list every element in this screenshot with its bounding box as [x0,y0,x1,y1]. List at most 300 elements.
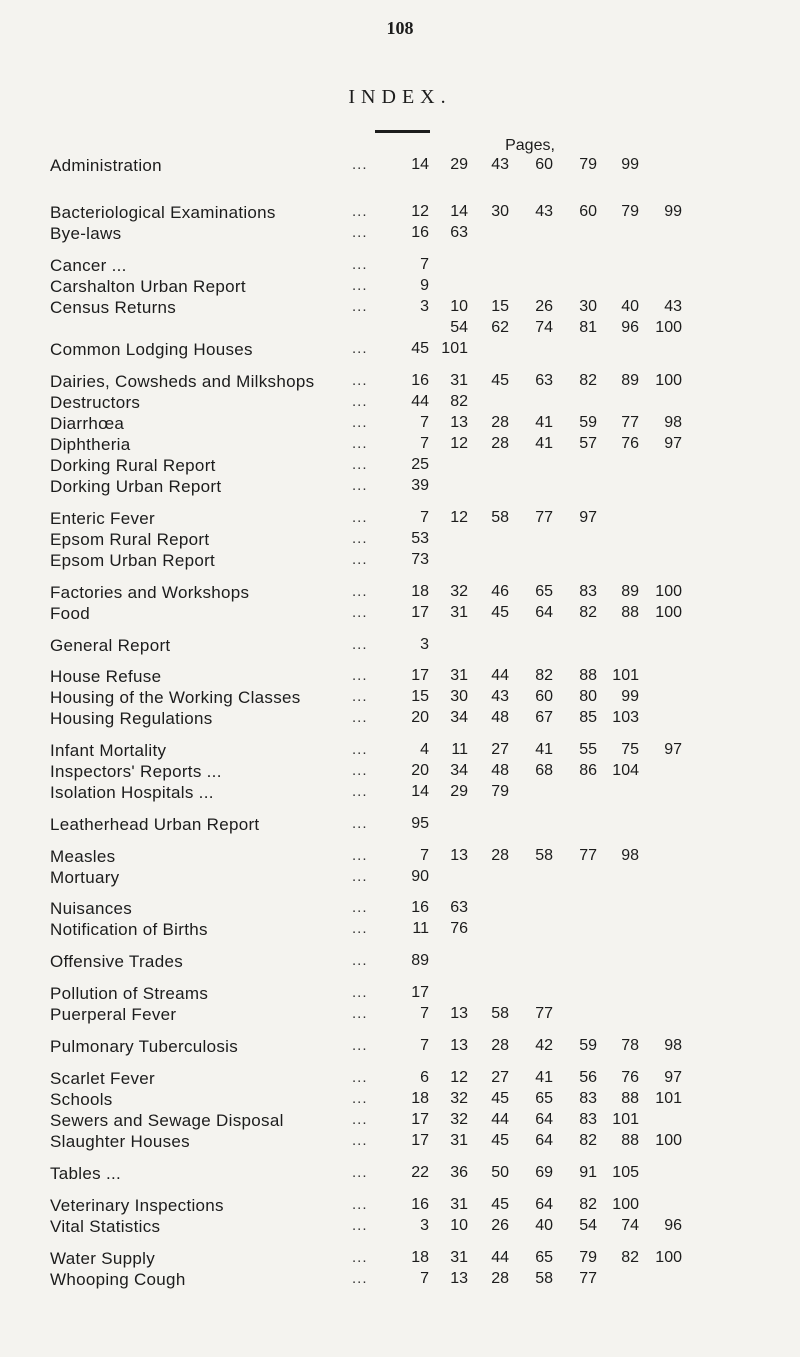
page-reference: 54 [579,1217,597,1234]
page-reference: 12 [450,435,468,452]
page-reference: 29 [450,156,468,173]
dot-leader: ... [352,952,368,969]
dot-leader: ... [352,1111,368,1128]
page-reference: 27 [491,741,509,758]
dot-leader: ... [352,477,368,494]
index-term: Bacteriological Examinations [50,203,276,222]
page-reference: 101 [441,340,468,357]
page-reference: 64 [535,604,553,621]
page-reference: 39 [411,477,429,494]
page-reference: 55 [579,741,597,758]
index-term: Diarrhœa [50,414,125,433]
page-reference: 43 [664,298,682,315]
page-reference: 88 [621,604,639,621]
page-reference: 17 [411,667,429,684]
page-reference: 54 [450,319,468,336]
index-entry [0,984,800,1006]
page-reference: 99 [664,203,682,220]
page-reference: 13 [450,847,468,864]
page-title: INDEX. [348,86,452,108]
index-entry [0,256,800,278]
dot-leader: ... [352,604,368,621]
page-reference: 11 [451,741,468,758]
dot-leader: ... [352,984,368,1001]
page-reference: 28 [491,1270,509,1287]
index-term: Mortuary [50,868,120,887]
index-term: Dorking Urban Report [50,477,222,496]
index-entry [0,667,800,689]
page-reference: 43 [535,203,553,220]
page-reference: 89 [621,583,639,600]
page-reference: 32 [450,583,468,600]
page-reference: 53 [411,530,429,547]
page-reference: 45 [491,1132,509,1149]
page-reference: 7 [420,847,429,864]
index-entry [0,530,800,552]
page-reference: 101 [612,1111,639,1128]
page-reference: 64 [535,1111,553,1128]
page-reference: 22 [411,1164,429,1181]
dot-leader: ... [352,372,368,389]
page-number: 108 [386,18,414,38]
index-term: House Refuse [50,667,162,686]
page-reference: 77 [579,1270,597,1287]
page-reference: 88 [621,1132,639,1149]
page-reference: 82 [621,1249,639,1266]
page-reference: 3 [420,636,429,653]
index-entry [0,1249,800,1271]
page-reference: 81 [579,319,597,336]
page-reference: 32 [450,1090,468,1107]
page-reference: 11 [412,920,429,937]
page-reference: 48 [491,709,509,726]
index-entry [0,636,800,658]
page-reference: 77 [579,847,597,864]
page-reference: 79 [579,156,597,173]
page-reference: 41 [535,435,553,452]
index-term: Measles [50,847,116,866]
page-reference: 16 [411,372,429,389]
page-reference: 100 [612,1196,639,1213]
page-reference: 31 [450,667,468,684]
dot-leader: ... [352,435,368,452]
dot-leader: ... [352,783,368,800]
page-reference: 99 [621,688,639,705]
dot-leader: ... [352,1217,368,1234]
index-term: Administration [50,156,162,175]
page-reference: 20 [411,762,429,779]
page-reference: 89 [411,952,429,969]
page-reference: 44 [491,667,509,684]
page-reference: 28 [491,847,509,864]
index-entry [0,156,800,178]
page-reference: 63 [450,224,468,241]
page-reference: 97 [664,741,682,758]
page-reference: 17 [411,984,429,1001]
dot-leader: ... [352,1037,368,1054]
page-reference: 17 [411,1111,429,1128]
page-reference: 32 [450,1111,468,1128]
index-term: Sewers and Sewage Disposal [50,1111,284,1130]
dot-leader: ... [352,868,368,885]
page-reference: 13 [450,1037,468,1054]
page-reference: 76 [621,1069,639,1086]
dot-leader: ... [352,1069,368,1086]
page-reference: 65 [535,1090,553,1107]
page-reference: 14 [411,156,429,173]
dot-leader: ... [352,709,368,726]
index-term: Housing of the Working Classes [50,688,301,707]
index-entry [0,277,800,299]
index-term: Infant Mortality [50,741,167,760]
index-term: Common Lodging Houses [50,340,253,359]
page-reference: 60 [579,203,597,220]
page-reference: 14 [411,783,429,800]
index-entry [0,899,800,921]
page-reference: 45 [411,340,429,357]
page-reference: 34 [450,709,468,726]
page-reference: 65 [535,1249,553,1266]
dot-leader: ... [352,203,368,220]
page-reference: 16 [411,1196,429,1213]
page-reference: 36 [450,1164,468,1181]
page-reference: 12 [411,203,429,220]
index-entry [0,1111,800,1133]
index-entry [0,1005,800,1027]
index-entry [0,583,800,605]
page-reference: 14 [450,203,468,220]
page-reference: 82 [535,667,553,684]
page-reference: 75 [621,741,639,758]
dot-leader: ... [352,741,368,758]
page-reference: 83 [579,583,597,600]
index-entry [0,1164,800,1186]
page-reference: 64 [535,1196,553,1213]
index-term: Destructors [50,393,141,412]
page-reference: 58 [491,1005,509,1022]
index-term: Veterinary Inspections [50,1196,224,1215]
pages-column-header: Pages, [505,137,555,154]
index-entry [0,340,800,362]
dot-leader: ... [352,1005,368,1022]
index-entry [0,477,800,499]
page-reference: 45 [491,372,509,389]
page-reference: 69 [535,1164,553,1181]
page-reference: 13 [450,1005,468,1022]
page-reference: 79 [491,783,509,800]
page-reference: 31 [450,1132,468,1149]
index-term: Food [50,604,90,623]
page-reference: 48 [491,762,509,779]
index-term: Housing Regulations [50,709,213,728]
page-reference: 7 [420,509,429,526]
page-reference: 101 [655,1090,682,1107]
index-entry [0,920,800,942]
page-reference: 28 [491,414,509,431]
dot-leader: ... [352,156,368,173]
page-reference: 13 [450,1270,468,1287]
index-term: Diphtheria [50,435,131,454]
index-term: Enteric Fever [50,509,155,528]
page-reference: 31 [450,604,468,621]
page-reference: 43 [491,688,509,705]
page-reference: 82 [579,372,597,389]
page-reference: 6 [420,1069,429,1086]
dot-leader: ... [352,530,368,547]
dot-leader: ... [352,224,368,241]
index-term: Tables ... [50,1164,122,1183]
page-reference: 76 [450,920,468,937]
dot-leader: ... [352,636,368,653]
index-entry [0,319,800,341]
page-reference: 60 [535,688,553,705]
dot-leader: ... [352,509,368,526]
dot-leader: ... [352,1270,368,1287]
page-reference: 58 [491,509,509,526]
page-reference: 59 [579,1037,597,1054]
page-reference: 76 [621,435,639,452]
index-entry [0,224,800,246]
page-reference: 83 [579,1111,597,1128]
page-reference: 42 [535,1037,553,1054]
page-reference: 46 [491,583,509,600]
page-reference: 20 [411,709,429,726]
dot-leader: ... [352,277,368,294]
page-reference: 85 [579,709,597,726]
index-entry [0,604,800,626]
page-reference: 41 [535,741,553,758]
page-reference: 82 [450,393,468,410]
dot-leader: ... [352,256,368,273]
page-reference: 98 [664,414,682,431]
page-reference: 28 [491,1037,509,1054]
page-reference: 43 [491,156,509,173]
page-reference: 41 [535,414,553,431]
page-reference: 26 [491,1217,509,1234]
dot-leader: ... [352,298,368,315]
page-reference: 7 [420,1005,429,1022]
page-reference: 45 [491,1196,509,1213]
page-reference: 99 [621,156,639,173]
page-reference: 50 [491,1164,509,1181]
page-reference: 97 [579,509,597,526]
dot-leader: ... [352,899,368,916]
page-reference: 63 [535,372,553,389]
page-reference: 79 [621,203,639,220]
page-reference: 31 [450,1196,468,1213]
index-term: Nuisances [50,899,133,918]
index-entry [0,1196,800,1218]
index-entry [0,952,800,974]
index-entry [0,372,800,394]
page-reference: 65 [535,583,553,600]
index-entry [0,203,800,225]
index-term: Dorking Rural Report [50,456,216,475]
page-reference: 31 [450,1249,468,1266]
index-term: Whooping Cough [50,1270,186,1289]
index-entry [0,815,800,837]
page-reference: 29 [450,783,468,800]
page-reference: 58 [535,847,553,864]
page-reference: 80 [579,688,597,705]
page-reference: 17 [411,604,429,621]
page-reference: 12 [450,509,468,526]
page-reference: 77 [621,414,639,431]
dot-leader: ... [352,583,368,600]
page-reference: 44 [491,1249,509,1266]
page-reference: 101 [612,667,639,684]
dot-leader: ... [352,1090,368,1107]
page-reference: 97 [664,1069,682,1086]
index-entry [0,1132,800,1154]
page-reference: 100 [655,604,682,621]
page-reference: 82 [579,604,597,621]
page-reference: 12 [450,1069,468,1086]
page-reference: 26 [535,298,553,315]
index-term: Carshalton Urban Report [50,277,246,296]
page-reference: 10 [450,298,468,315]
index-term: Leatherhead Urban Report [50,815,260,834]
page-reference: 7 [420,435,429,452]
index-term: Epsom Urban Report [50,551,216,570]
index-entry [0,709,800,731]
page-reference: 4 [420,741,429,758]
index-term: Epsom Rural Report [50,530,210,549]
dot-leader: ... [352,847,368,864]
index-term: Bye-laws [50,224,122,243]
page-reference: 103 [612,709,639,726]
dot-leader: ... [352,1132,368,1149]
index-term: Factories and Workshops [50,583,250,602]
page-reference: 15 [411,688,429,705]
page-reference: 44 [411,393,429,410]
dot-leader: ... [352,688,368,705]
index-term: Isolation Hospitals ... [50,783,214,802]
index-entry [0,741,800,763]
page-reference: 30 [491,203,509,220]
index-entry [0,1090,800,1112]
index-term: Census Returns [50,298,177,317]
index-entry [0,393,800,415]
page-reference: 74 [535,319,553,336]
page-reference: 9 [420,277,429,294]
page-reference: 13 [450,414,468,431]
page-reference: 7 [420,1270,429,1287]
page-reference: 7 [420,256,429,273]
index-term: Pollution of Streams [50,984,209,1003]
index-term: Vital Statistics [50,1217,161,1236]
page-reference: 59 [579,414,597,431]
dot-leader: ... [352,1249,368,1266]
index-entry [0,298,800,320]
page-reference: 100 [655,372,682,389]
page-reference: 86 [579,762,597,779]
page-reference: 88 [621,1090,639,1107]
page-reference: 3 [420,298,429,315]
index-entry [0,456,800,478]
index-term: Inspectors' Reports ... [50,762,222,781]
page-reference: 18 [411,1249,429,1266]
index-entry [0,1270,800,1292]
index-entry [0,509,800,531]
index-entry [0,868,800,890]
page-reference: 83 [579,1090,597,1107]
page-reference: 15 [491,298,509,315]
page-reference: 96 [664,1217,682,1234]
index-term: Dairies, Cowsheds and Milkshops [50,372,315,391]
page-reference: 73 [411,551,429,568]
dot-leader: ... [352,1196,368,1213]
page-reference: 7 [420,1037,429,1054]
page-reference: 63 [450,899,468,916]
index-entry [0,435,800,457]
page-reference: 88 [579,667,597,684]
page-reference: 31 [450,372,468,389]
index-term: Pulmonary Tuberculosis [50,1037,239,1056]
index-entry [0,783,800,805]
index-term: Offensive Trades [50,952,183,971]
dot-leader: ... [352,414,368,431]
index-entry [0,551,800,573]
page-reference: 77 [535,509,553,526]
page-reference: 79 [579,1249,597,1266]
page-reference: 25 [411,456,429,473]
page-reference: 44 [491,1111,509,1128]
page-reference: 98 [664,1037,682,1054]
page-reference: 96 [621,319,639,336]
index-term: Schools [50,1090,113,1109]
dot-leader: ... [352,920,368,937]
page-reference: 41 [535,1069,553,1086]
page-reference: 45 [491,604,509,621]
page-reference: 95 [411,815,429,832]
page-reference: 56 [579,1069,597,1086]
page-reference: 28 [491,435,509,452]
page-reference: 82 [579,1196,597,1213]
dot-leader: ... [352,456,368,473]
page-reference: 7 [420,414,429,431]
page-reference: 18 [411,583,429,600]
dot-leader: ... [352,393,368,410]
index-term: Slaughter Houses [50,1132,190,1151]
index-term: Water Supply [50,1249,156,1268]
index-term: Cancer ... [50,256,127,275]
index-term: Puerperal Fever [50,1005,177,1024]
page-reference: 60 [535,156,553,173]
page-reference: 45 [491,1090,509,1107]
page-reference: 74 [621,1217,639,1234]
page-reference: 67 [535,709,553,726]
page-reference: 100 [655,1132,682,1149]
page-reference: 104 [612,762,639,779]
page-reference: 40 [621,298,639,315]
page-reference: 58 [535,1270,553,1287]
page-reference: 90 [411,868,429,885]
page-reference: 82 [579,1132,597,1149]
index-entry [0,1037,800,1059]
page-reference: 18 [411,1090,429,1107]
index-entry [0,1217,800,1239]
page-reference: 30 [450,688,468,705]
dot-leader: ... [352,340,368,357]
page-reference: 62 [491,319,509,336]
dot-leader: ... [352,762,368,779]
page-reference: 89 [621,372,639,389]
index-entry [0,688,800,710]
dot-leader: ... [352,667,368,684]
page-reference: 27 [491,1069,509,1086]
page-reference: 3 [420,1217,429,1234]
